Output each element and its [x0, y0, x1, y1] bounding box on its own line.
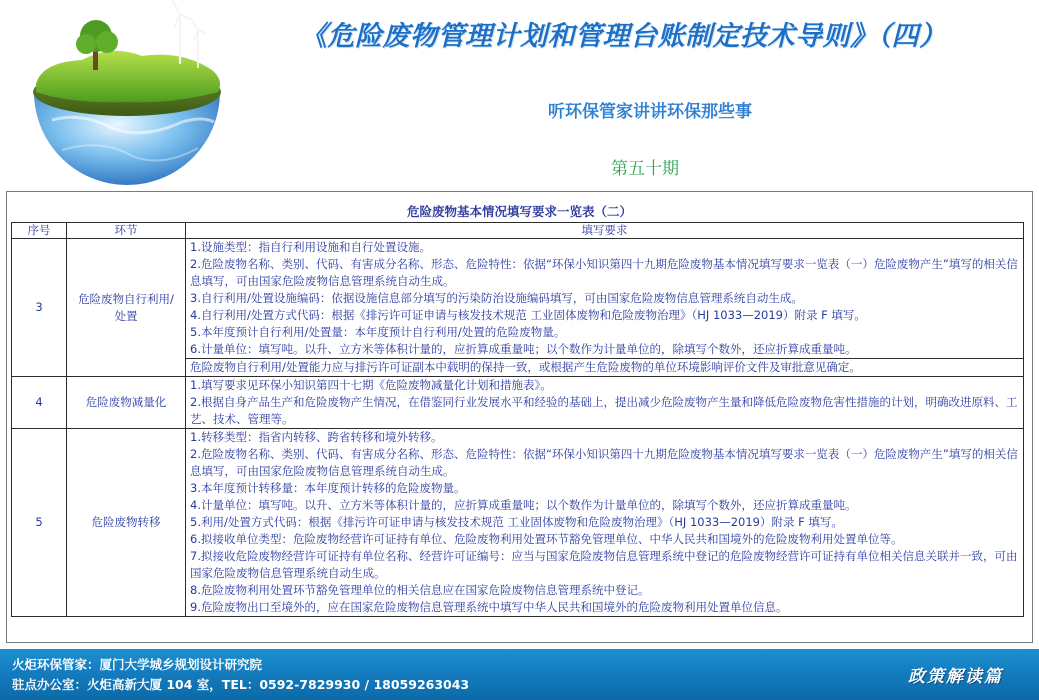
table-row [12, 239, 1024, 359]
header-no: 序号 [12, 223, 67, 239]
row-segment: 危险废物自行利用/处置 [67, 239, 186, 377]
page-title: 《危险废物管理计划和管理台账制定技术导则》（四） [300, 21, 947, 52]
row-number: 3 [12, 239, 67, 377]
requirements-table [11, 222, 1024, 617]
requirement-item: 2.根据自身产品生产和危险废物产生情况，在借鉴同行业发展水平和经验的基础上，提出减少危险废物产生量和降低危险废物危害性措施的计划，明确改进原料、工艺、技术、管理等。 [190, 395, 1018, 426]
table-caption: 危险废物基本情况填写要求一览表（二） [406, 204, 632, 219]
requirement-item: 9.危险废物出口至境外的，应在国家危险废物信息管理系统中填写中华人民共和国境外的危险废物利用处置单位信息。 [190, 600, 788, 614]
requirement-item: 2.危险废物名称、类别、代码、有害成分名称、形态、危险特性：依据“环保小知识第四十九期危险废物基本情况填写要求一览表（一）危险废物产生”填写的相关信息填写，可由国家危险废物信息管理系统自动生成。 [190, 447, 1018, 478]
requirement-item: 1.填写要求见环保小知识第四十七期《危险废物减量化计划和措施表》。 [190, 378, 552, 392]
requirement-item: 1.转移类型：指省内转移、跨省转移和境外转移。 [190, 430, 443, 444]
header-segment: 环节 [67, 223, 186, 239]
table-frame [6, 191, 1033, 643]
footer-bar [0, 649, 1039, 700]
row-number: 4 [12, 377, 67, 429]
row-requirements [186, 429, 1024, 617]
row-requirements [186, 239, 1024, 359]
requirement-item: 3.本年度预计转移量：本年度预计转移的危险废物量。 [190, 481, 466, 495]
requirement-item: 8.危险废物利用处置环节豁免管理单位的相关信息应在国家危险废物信息管理系统中登记。 [190, 583, 650, 597]
footer-section-tag: 政策解读篇 [908, 667, 1003, 687]
requirement-item: 4.自行利用/处置方式代码：根据《排污许可证申请与核发技术规范 工业固体废物和危险废物治理》（HJ 1033—2019）附录 F 填写。 [190, 308, 866, 322]
requirement-item: 1.设施类型：指自行利用设施和自行处置设施。 [190, 240, 431, 254]
requirement-item: 6.拟接收单位类型：危险废物经营许可证持有单位、危险废物利用处置环节豁免管理单位、中华人民共和国境外的危险废物利用处置单位等。 [190, 532, 903, 546]
page-subtitle: 听环保管家讲讲环保那些事 [548, 102, 752, 122]
table-row [12, 377, 1024, 429]
table-header-row [12, 223, 1024, 239]
requirement-item: 5.本年度预计自行利用/处置量：本年度预计自行利用/处置的危险废物量。 [190, 325, 566, 339]
requirement-item: 7.拟接收危险废物经营许可证持有单位名称、经营许可证编号：应当与国家危险废物信息管理系统中登记的危险废物经营许可证持有单位相关信息关联并一致，可由国家危险废物信息管理系统自动生成。 [190, 549, 1018, 580]
table-row [12, 429, 1024, 617]
header-requirement: 填写要求 [186, 223, 1024, 239]
row-segment: 危险废物减量化 [67, 377, 186, 429]
requirement-item: 6.计量单位：填写吨。以升、立方米等体积计量的，应折算成重量吨；以个数作为计量单位的，除填写个数外，还应折算成重量吨。 [190, 342, 857, 356]
row-segment: 危险废物转移 [67, 429, 186, 617]
row-requirements-extra: 危险废物自行利用/处置能力应与排污许可证副本中载明的保持一致，或根据产生危险废物的单位环境影响评价文件及审批意见确定。 [186, 359, 1024, 377]
requirement-item: 3.自行利用/处置设施编码：依据设施信息部分填写的污染防治设施编码填写，可由国家危险废物信息管理系统自动生成。 [190, 291, 803, 305]
requirement-item: 5.利用/处置方式代码：根据《排污许可证申请与核发技术规范 工业固体废物和危险废物治理》（HJ 1033—2019）附录 F 填写。 [190, 515, 843, 529]
footer-contact: 驻点办公室：火炬高新大厦 104 室，TEL：0592-7829930 / 18059263043 [12, 677, 470, 692]
requirement-item: 2.危险废物名称、类别、代码、有害成分名称、形态、危险特性：依据“环保小知识第四十九期危险废物基本情况填写要求一览表（一）危险废物产生”填写的相关信息填写，可由国家危险废物信息管理系统自动生成。 [190, 257, 1018, 288]
issue-number: 第五十期 [611, 159, 679, 179]
row-number: 5 [12, 429, 67, 617]
row-requirements [186, 377, 1024, 429]
requirement-item: 4.计量单位：填写吨。以升、立方米等体积计量的，应折算成重量吨；以个数作为计量单位的，除填写个数外，还应折算成重量吨。 [190, 498, 857, 512]
footer-organization: 火炬环保管家：厦门大学城乡规划设计研究院 [12, 657, 263, 672]
globe-island-illustration [22, 0, 232, 192]
